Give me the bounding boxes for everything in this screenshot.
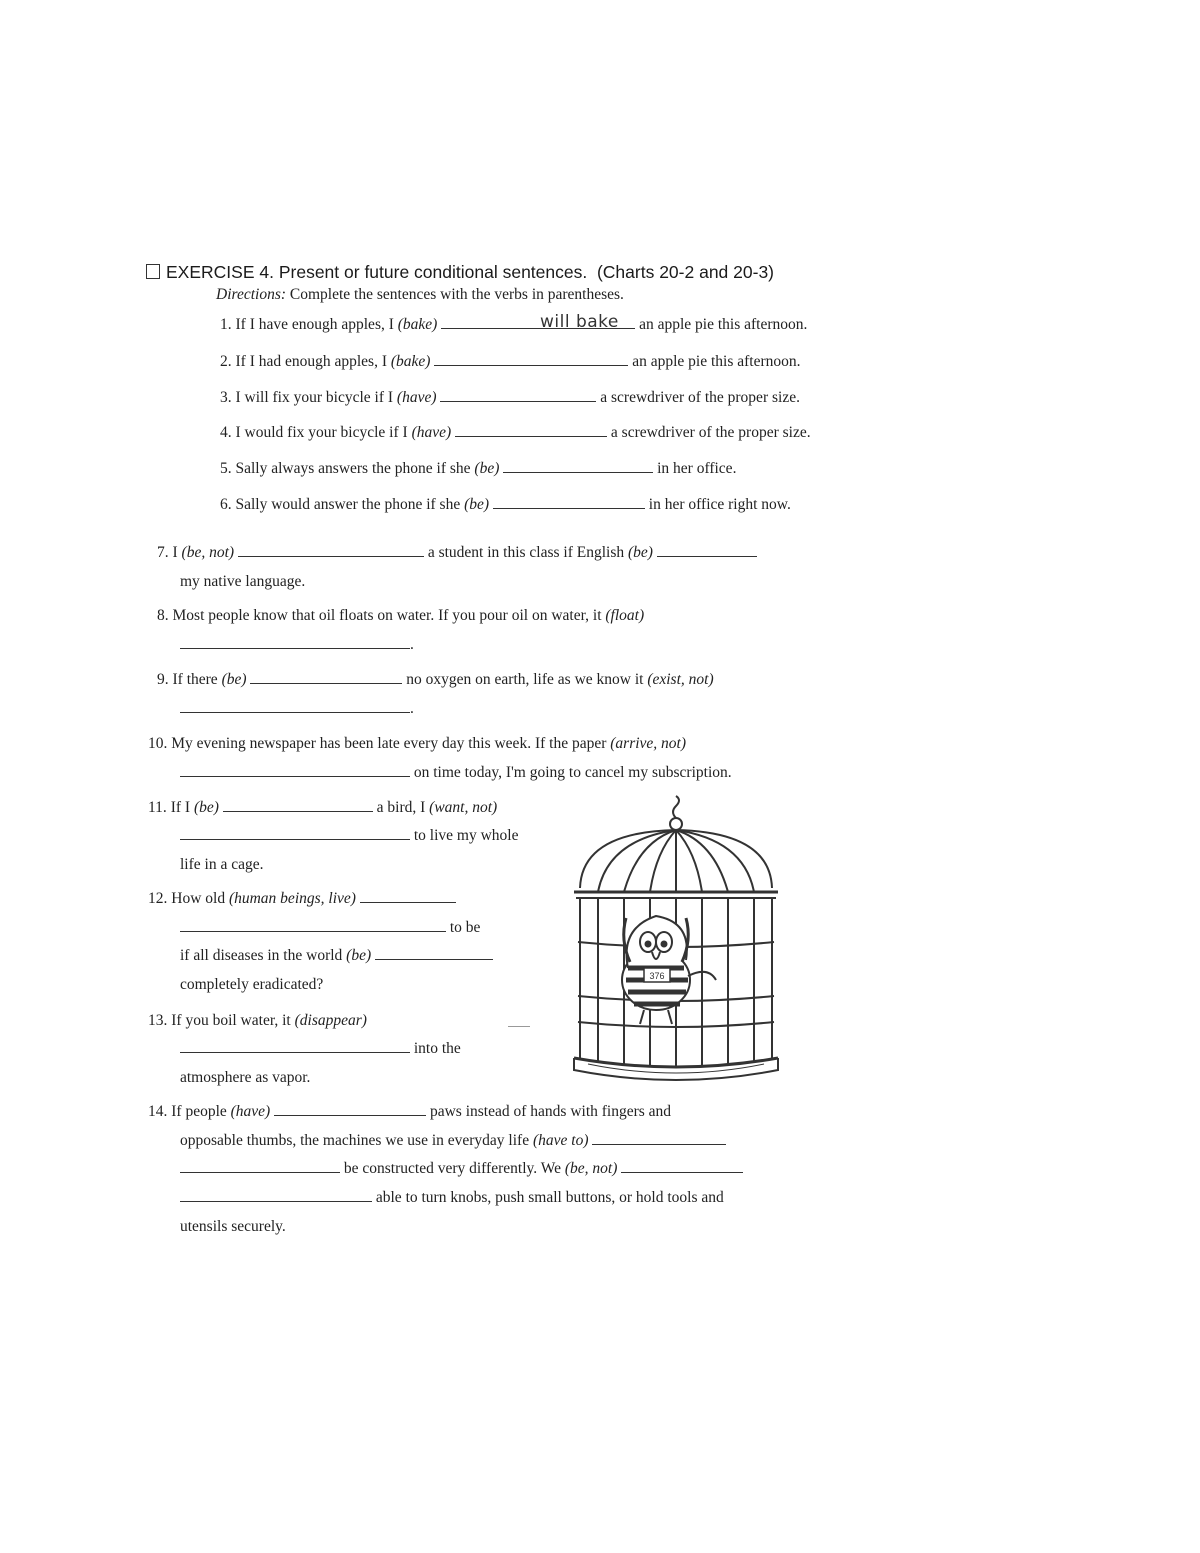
- item-text: I would fix your bicycle if I: [235, 424, 408, 441]
- item-5: [220, 460, 736, 478]
- verb-hint: (be): [464, 496, 490, 513]
- item-text: opposable thumbs, the machines we use in everyday life: [180, 1132, 530, 1149]
- verb-hint: (have): [411, 424, 452, 441]
- item-14-end: utensils securely.: [180, 1218, 286, 1235]
- verb-hint: (be, not): [181, 544, 235, 561]
- item-text: in her office right now.: [648, 496, 791, 513]
- answer-blank[interactable]: [503, 471, 653, 473]
- item-10-cont: [180, 764, 732, 782]
- item-number: 14.: [148, 1103, 168, 1120]
- verb-hint: (be): [474, 460, 500, 477]
- item-2: [220, 353, 801, 371]
- item-text: on time today, I'm going to cancel my subscription.: [413, 764, 732, 781]
- item-text: into the: [413, 1040, 461, 1057]
- item-text: If you boil water, it: [171, 1012, 291, 1029]
- answer-blank[interactable]: [180, 930, 446, 932]
- item-3: [220, 389, 800, 407]
- item-13-end: atmosphere as vapor.: [180, 1069, 311, 1086]
- item-number: 7.: [157, 544, 169, 561]
- verb-hint: (disappear): [294, 1012, 367, 1029]
- verb-hint: (float): [605, 607, 645, 624]
- item-7: [157, 544, 757, 562]
- item-number: 13.: [148, 1012, 168, 1029]
- item-text: My evening newspaper has been late every day this week. If the paper: [171, 735, 607, 752]
- answer-blank[interactable]: [180, 1051, 410, 1053]
- directions-label: Directions:: [216, 286, 287, 303]
- item-text: I: [172, 544, 178, 561]
- item-text: If I had enough apples, I: [235, 353, 388, 370]
- item-text: Most people know that oil floats on water. If you pour oil on water, it: [172, 607, 602, 624]
- item-12: [148, 890, 456, 908]
- item-number: 10.: [148, 735, 168, 752]
- exercise-title: Present or future conditional sentences.: [278, 262, 588, 282]
- cage-hook: [673, 796, 679, 818]
- item-text: a student in this class if English: [427, 544, 625, 561]
- cage-ring: [670, 818, 682, 830]
- item-number: 11.: [148, 799, 167, 816]
- verb-hint: (human beings, live): [228, 890, 356, 907]
- item-9: [157, 671, 714, 689]
- item-12-cont2: [180, 947, 493, 965]
- answer-blank[interactable]: [657, 555, 757, 557]
- item-12-cont: [180, 919, 480, 937]
- item-number: 1.: [220, 316, 232, 333]
- verb-hint: (bake): [397, 316, 438, 333]
- verb-hint: (exist, not): [647, 671, 714, 688]
- verb-hint: (be): [193, 799, 219, 816]
- answer-blank[interactable]: [592, 1143, 726, 1145]
- verb-hint: (be): [221, 671, 247, 688]
- answer-blank[interactable]: [434, 364, 628, 366]
- item-number: 12.: [148, 890, 168, 907]
- item-text: a screwdriver of the proper size.: [600, 389, 800, 406]
- item-number: 4.: [220, 424, 232, 441]
- verb-hint: (arrive, not): [610, 735, 687, 752]
- item-text: If there: [172, 671, 218, 688]
- bird-cage-illustration: [568, 792, 782, 1092]
- directions-text: Complete the sentences with the verbs in parentheses.: [289, 286, 624, 303]
- item-number: 9.: [157, 671, 169, 688]
- item-14-cont: [180, 1132, 726, 1150]
- cage-tag-text: 376: [649, 971, 665, 981]
- answer-blank[interactable]: [223, 810, 373, 812]
- answer-blank[interactable]: [180, 1171, 340, 1173]
- item-13: [148, 1012, 367, 1030]
- verb-hint: (have): [396, 389, 437, 406]
- directions: [216, 286, 624, 304]
- item-text: an apple pie this afternoon.: [639, 316, 808, 333]
- checkbox-icon: [146, 264, 160, 279]
- item-text: paws instead of hands with fingers and: [429, 1103, 672, 1120]
- item-text: able to turn knobs, push small buttons, or hold tools and: [375, 1189, 724, 1206]
- item-text: in her office.: [657, 460, 737, 477]
- item-11-cont: [180, 827, 519, 845]
- item-6: [220, 496, 791, 514]
- answer-blank[interactable]: [180, 1200, 372, 1202]
- item-13-cont: [180, 1040, 461, 1058]
- answer-blank[interactable]: [250, 682, 402, 684]
- verb-hint: (be, not): [564, 1160, 618, 1177]
- verb-hint: (want, not): [429, 799, 498, 816]
- verb-hint: (be): [628, 544, 653, 561]
- item-11: [148, 799, 497, 817]
- item-text: no oxygen on earth, life as we know it: [406, 671, 644, 688]
- item-14-cont2: [180, 1160, 743, 1178]
- item-text: a bird, I: [376, 799, 426, 816]
- item-text: Sally always answers the phone if she: [235, 460, 471, 477]
- item-text: an apple pie this afternoon.: [632, 353, 801, 370]
- exercise-charts: (Charts 20-2 and 20-3): [596, 262, 775, 282]
- exercise-heading: [146, 262, 774, 283]
- item-number: 5.: [220, 460, 232, 477]
- item-text: a screwdriver of the proper size.: [610, 424, 811, 441]
- item-14-cont3: [180, 1189, 724, 1207]
- answer-blank[interactable]: [180, 711, 410, 713]
- answer-blank[interactable]: [274, 1114, 426, 1116]
- item-text: I will fix your bicycle if I: [235, 389, 394, 406]
- answer-blank[interactable]: [180, 775, 410, 777]
- answer-blank[interactable]: [180, 647, 410, 649]
- answer-blank[interactable]: [493, 507, 645, 509]
- item-text: Sally would answer the phone if she: [235, 496, 461, 513]
- verb-hint: (have to): [532, 1132, 589, 1149]
- item-text: If people: [171, 1103, 227, 1120]
- item-10: [148, 735, 686, 753]
- item-8-blank-row: .: [180, 636, 414, 654]
- item-number: 2.: [220, 353, 232, 370]
- verb-hint: (bake): [390, 353, 431, 370]
- handwritten-answer: will bake: [540, 312, 619, 332]
- item-text: to be: [449, 919, 481, 936]
- answer-blank[interactable]: [621, 1171, 743, 1173]
- item-text: to live my whole: [413, 827, 519, 844]
- answer-blank[interactable]: [180, 838, 410, 840]
- item-number: 3.: [220, 389, 232, 406]
- item-11-end: life in a cage.: [180, 856, 264, 873]
- answer-blank[interactable]: [455, 435, 607, 437]
- item-number: 8.: [157, 607, 169, 624]
- answer-blank[interactable]: [238, 555, 424, 557]
- item-1: [220, 316, 807, 334]
- item-text: How old: [171, 890, 226, 907]
- item-9-blank-row: .: [180, 700, 414, 718]
- item-text: be constructed very differently. We: [343, 1160, 561, 1177]
- answer-blank[interactable]: [375, 958, 493, 960]
- item-number: 6.: [220, 496, 232, 513]
- item-text: If I have enough apples, I: [235, 316, 394, 333]
- answer-blank[interactable]: [360, 901, 456, 903]
- item-text: if all diseases in the world: [180, 947, 343, 964]
- item-14: [148, 1103, 671, 1121]
- item-4: [220, 424, 811, 442]
- item-7-cont: my native language.: [180, 573, 306, 590]
- exercise-label: EXERCISE 4.: [166, 262, 274, 282]
- verb-hint: (be): [346, 947, 372, 964]
- item-8: [157, 607, 644, 625]
- answer-blank[interactable]: [440, 400, 596, 402]
- verb-hint: (have): [230, 1103, 271, 1120]
- item-12-end: completely eradicated?: [180, 976, 324, 993]
- answer-blank-start[interactable]: [508, 1026, 530, 1027]
- item-text: If I: [170, 799, 191, 816]
